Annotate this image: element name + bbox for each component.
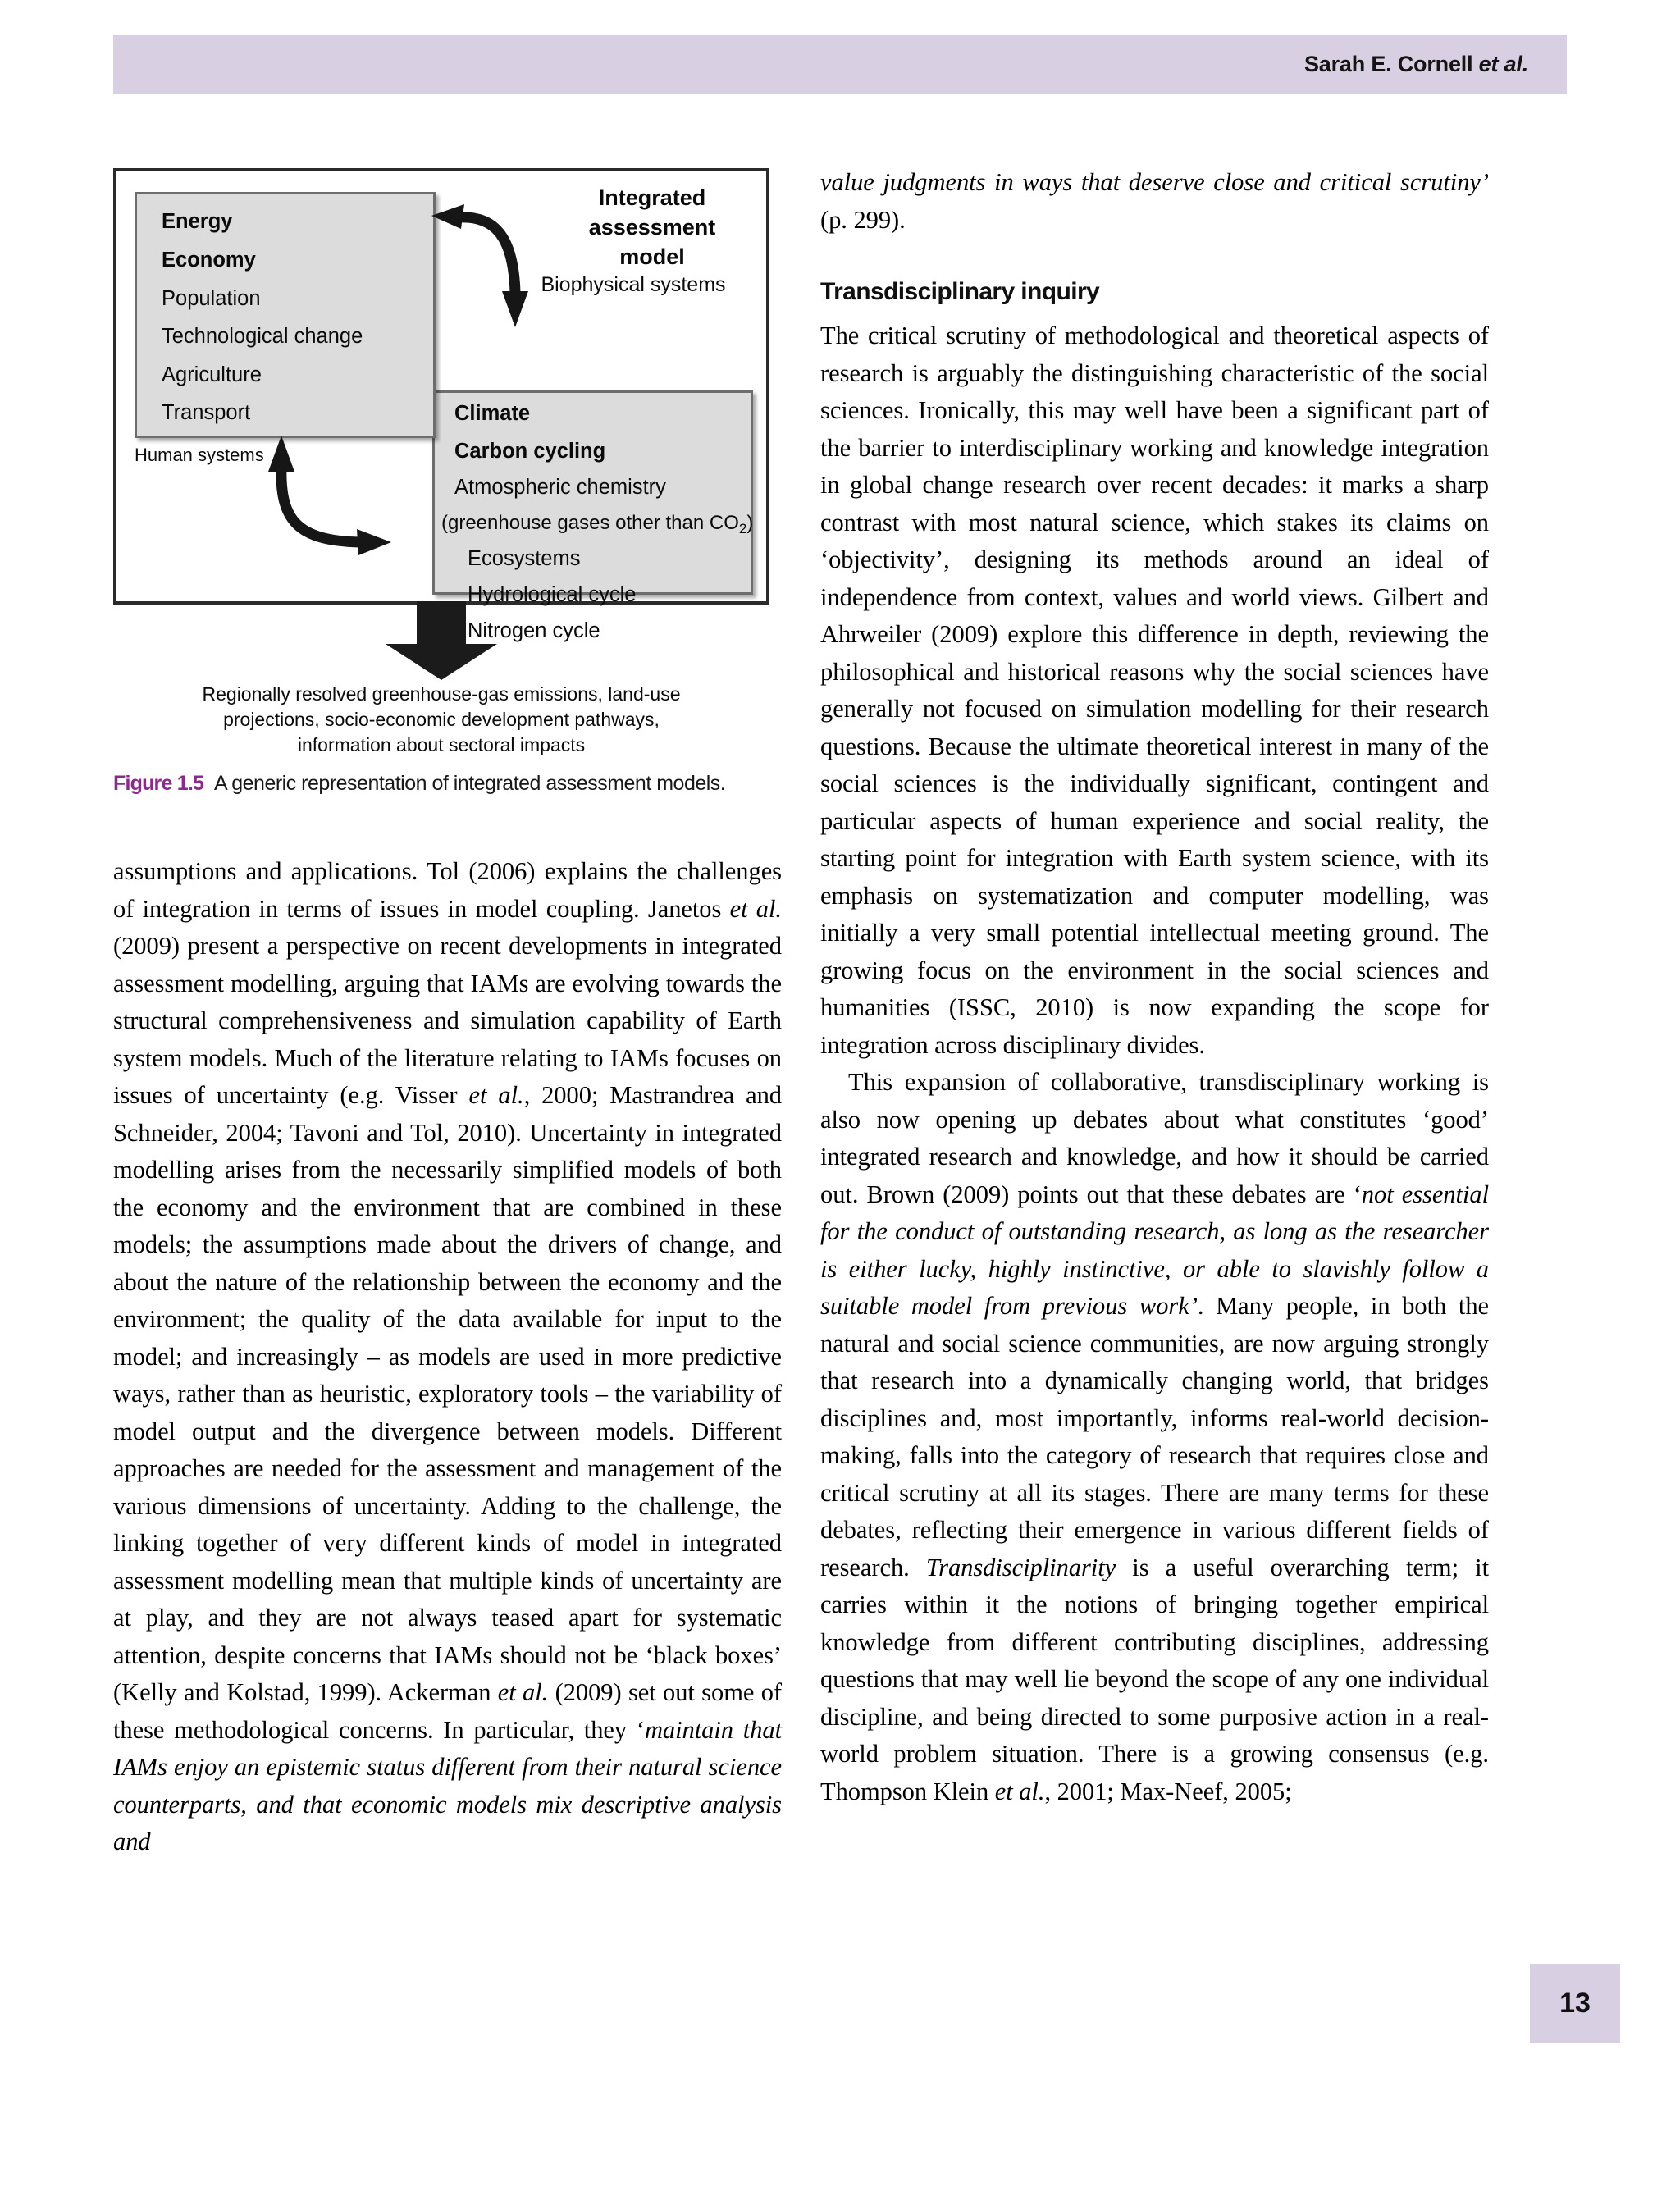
rp3-italic-1: not essential for the conduct of outstanding research, as long as the researcher is either lucky, highly instinctive, or able to slavishly follow a suitable model from previous work’ bbox=[820, 1180, 1490, 1320]
lp1-italic-4: maintain that IAMs enjoy an epistemic status different from their natural science counterparts, and that economic models mix descriptive analysis and bbox=[113, 1715, 783, 1855]
human-item-agriculture: Agriculture bbox=[162, 363, 262, 386]
iam-title-line-1: Integrated bbox=[598, 185, 706, 210]
human-item-transport: Transport bbox=[162, 401, 251, 424]
section-heading-transdisciplinary-inquiry: Transdisciplinary inquiry bbox=[820, 278, 1100, 305]
rp1-italic-1: value judgments in ways that deserve close and critical scrutiny’ bbox=[820, 168, 1489, 196]
biophysical-systems-label: Biophysical systems bbox=[541, 273, 726, 296]
right-paragraph-2: The critical scrutiny of methodological and theoretical aspects of research is arguably the distinguishing characteristic of the social sciences. Ironically, this may well have been a significant part of the barrier to interdisciplinary working and knowledge integration in global change research over recent decades: it marks a sharp contrast with most natural science, which stakes its claims on ‘objectivity’, designing its methods around an ideal of independence from context, values and world views. Gilbert and Ahrweiler (2009) explore this difference in depth, reviewing the philosophical and historical reasons why the social sciences have generally not focused on simulation modelling for their research questions. Because the ultimate theoretical interest in many of the social sciences is the individually significant, contingent and particular aspects of human experience and social reality, the starting point for integration with Earth system science, with its emphasis on systematization and computer modelling, was initially a very small potential intellectual meeting ground. The growing focus on the environment in the social sciences and humanities (ISSC, 2010) is now expanding the scope for integration across disciplinary divides. bbox=[820, 322, 1489, 1059]
bio-item-atmospheric-chemistry: Atmospheric chemistry bbox=[454, 476, 666, 499]
human-item-technological-change: Technological change bbox=[162, 325, 363, 348]
rp3-seg-1: This expansion of collaborative, transdisciplinary working is also now opening up debates about what constitutes ‘good’ integrated research and knowledge, and how it should be carried out. Brown (2009) points out that these debates are ‘ bbox=[820, 1068, 1489, 1208]
outflow-line-3: information about sectoral impacts bbox=[297, 734, 586, 755]
page-number-badge bbox=[1530, 1964, 1620, 2043]
figure-outflow-text bbox=[113, 682, 769, 758]
ghg-text: (greenhouse gases other than CO bbox=[441, 512, 739, 534]
right-column-body bbox=[820, 164, 1489, 1810]
bio-item-ecosystems: Ecosystems bbox=[468, 547, 581, 570]
right-paragraph-3 bbox=[820, 1064, 1489, 1810]
lp1-seg-4: (2009) set out some of these methodological concerns. In particular, they ‘ bbox=[113, 1678, 783, 1744]
right-paragraph-quote-tail bbox=[820, 164, 1489, 239]
biophysical-systems-box bbox=[432, 390, 754, 642]
rp3-italic-3: et al. bbox=[994, 1777, 1045, 1805]
bio-item-hydrological-cycle: Hydrological cycle bbox=[468, 583, 637, 606]
running-header-text bbox=[1304, 52, 1528, 77]
human-item-energy: Energy bbox=[162, 210, 233, 233]
human-systems-label: Human systems bbox=[135, 445, 264, 465]
rp3-seg-4: , 2001; Max-Neef, 2005; bbox=[1044, 1777, 1292, 1805]
page-number-text: 13 bbox=[1559, 1987, 1591, 2019]
running-header-band bbox=[113, 35, 1567, 94]
ghg-subscript: 2 bbox=[738, 521, 747, 536]
down-block-arrow-icon bbox=[113, 601, 769, 680]
heading-spacer bbox=[820, 239, 1489, 278]
lp1-italic-1: et al. bbox=[729, 894, 782, 923]
lp1-italic-2: et al. bbox=[468, 1081, 524, 1109]
human-item-population: Population bbox=[162, 287, 261, 310]
left-column-body bbox=[113, 853, 782, 1861]
figure-caption-text: A generic representation of integrated assessment models. bbox=[214, 772, 726, 795]
outflow-line-1: Regionally resolved greenhouse-gas emissions, land-use bbox=[202, 683, 681, 705]
left-paragraph-1 bbox=[113, 853, 782, 1861]
rp3-seg-2: . Many people, in both the natural and social science communities, are now arguing strongly that research into a dynamically changing world, that bridges disciplines and, most importantly, informs real-world decision-making, falls into the category of research that requires close and critical scrutiny at all its stages. There are many terms for these debates, reflecting their emergence in various different fields of research. bbox=[820, 1292, 1490, 1581]
bio-item-greenhouse-gases bbox=[441, 513, 753, 536]
lp1-italic-3: et al. bbox=[497, 1678, 549, 1706]
rp3-seg-3: is a useful overarching term; it carries within it the notions of bringing together empirical knowledge from different contributing disciplines, addressing questions that may well lie beyond the scope of any one individual discipline, and being directed to some purposive action in a real-world problem situation. There is a growing consensus (e.g. Thompson Klein bbox=[820, 1553, 1489, 1805]
figure-1-5 bbox=[113, 168, 782, 795]
lp1-seg-2: (2009) present a perspective on recent developments in integrated assessment modelling, arguing that IAMs are evolving towards the structural comprehensiveness and simulation capability of Earth system models. Much of the literature relating to IAMs focuses on issues of uncertainty (e.g. Visser bbox=[113, 932, 782, 1109]
figure-caption-label: Figure 1.5 bbox=[113, 772, 204, 795]
figure-outer-frame bbox=[113, 168, 769, 642]
lp1-seg-1: assumptions and applications. Tol (2006) explains the challenges of integration in terms of issues in model coupling. Janetos bbox=[113, 857, 782, 923]
curved-arrow-human-to-bio-icon bbox=[260, 434, 441, 586]
bio-item-carbon-cycling: Carbon cycling bbox=[454, 440, 606, 463]
lp1-seg-3: , 2000; Mastrandrea and Schneider, 2004; Tavoni and Tol, 2010). Uncertainty in integrated modelling arises from the necessarily simplified models of both the economy and the environment that are combined in these models; the assumptions made about the drivers of change, and about the nature of the relationship between the economy and the environment; the quality of the data available for input to the model; and increasingly – as models are used in more predictive ways, rather than as heuristic, exploratory tools – the variability of model output and the divergence between models. Different approaches are needed for the assessment and management of the various dimensions of uncertainty. Adding to the challenge, the linking together of very different kinds of model in integrated assessment modelling mean that multiple kinds of uncertainty are at play, and they are not always teased apart for systematic attention, despite concerns that IAMs should not be ‘black boxes’ (Kelly and Kolstad, 1999). Ackerman bbox=[113, 1081, 783, 1706]
rp3-italic-2: Transdisciplinarity bbox=[925, 1553, 1116, 1581]
human-systems-box bbox=[135, 192, 436, 438]
rp1-seg-2: (p. 299). bbox=[820, 205, 906, 234]
running-header-etal: et al. bbox=[1478, 51, 1528, 76]
outflow-line-2: projections, socio-economic development pathways, bbox=[223, 709, 660, 730]
iam-title bbox=[543, 183, 761, 272]
human-item-economy: Economy bbox=[162, 249, 256, 272]
bio-item-climate: Climate bbox=[454, 402, 531, 425]
figure-caption bbox=[113, 769, 769, 797]
bio-item-nitrogen-cycle: Nitrogen cycle bbox=[468, 619, 600, 642]
ghg-suffix: ) bbox=[746, 512, 754, 534]
iam-title-line-2: assessment bbox=[588, 215, 716, 240]
running-header-author: Sarah E. Cornell bbox=[1304, 51, 1479, 76]
iam-title-line-3: model bbox=[619, 244, 685, 269]
